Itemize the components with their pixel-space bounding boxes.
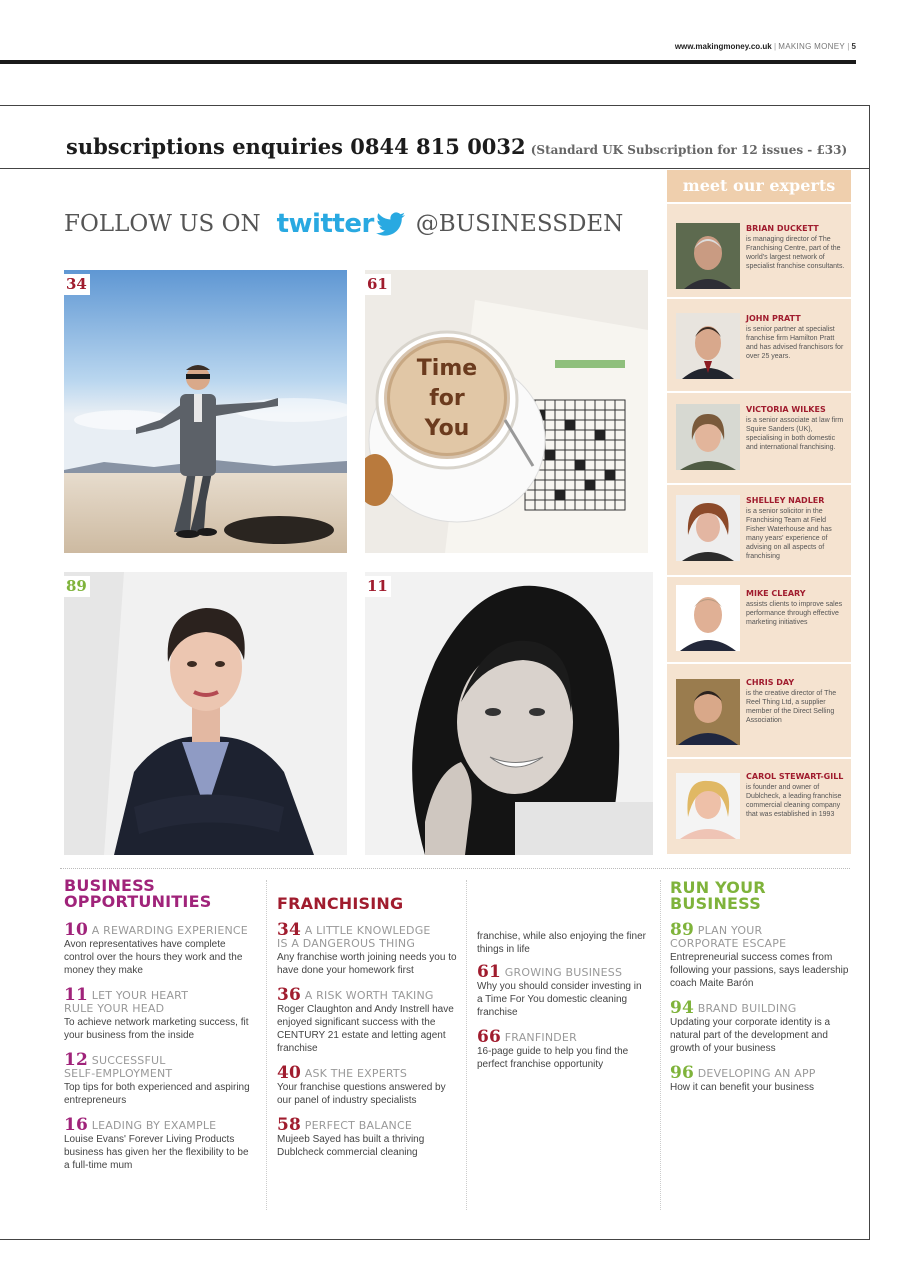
expert-text (746, 678, 847, 725)
twitter-handle[interactable]: @BUSINESSDEN (415, 211, 624, 237)
section-franchising (277, 896, 459, 1159)
header-meta: www.makingmoney.co.uk | MAKING MONEY | 5 (674, 42, 856, 51)
photo-page-number: 89 (64, 576, 90, 597)
section-title-line1: BUSINESS (64, 876, 155, 895)
coffee-text-time: Time (416, 356, 478, 381)
article-page: 58 (277, 1115, 302, 1135)
article-item[interactable] (277, 920, 459, 977)
expert-bio: is a senior solicitor in the Franchising Team at Field Fisher Waterhouse and has many years' experience of advising on all aspects of franchising (746, 508, 832, 560)
article-page: 89 (670, 920, 695, 940)
twitter-wordmark: twitter (276, 209, 374, 239)
article-title: A RISK WORTH TAKING (304, 989, 434, 1002)
article-desc: Louise Evans' Forever Living Products business has given her the flexibility to be a full-time mum (64, 1134, 249, 1171)
expert-card (667, 297, 851, 391)
coffee-text-you: You (424, 416, 470, 441)
expert-text (746, 589, 847, 627)
subscriptions-text: subscriptions enquiries 0844 815 0032 (66, 134, 526, 159)
article-desc: Top tips for both experienced and aspiring entrepreneurs (64, 1082, 250, 1106)
expert-text (746, 772, 847, 819)
article-page: 12 (64, 1050, 89, 1070)
expert-photo (676, 313, 740, 379)
article-title: A LITTLE KNOWLEDGE (304, 924, 431, 937)
experts-sidebar (667, 170, 851, 854)
article-item[interactable] (64, 1115, 254, 1172)
expert-bio: is managing director of The Franchising Centre, part of the world's largest network of specialist franchise consultants. (746, 236, 845, 270)
follow-prefix: FOLLOW US ON (64, 211, 261, 237)
article-item[interactable] (277, 1115, 459, 1159)
expert-photo (676, 679, 740, 745)
section-title-line2: BUSINESS (670, 894, 761, 913)
subscriptions-note: (Standard UK Subscription for 12 issues - £33) (530, 143, 848, 157)
article-desc: Updating your corporate identity is a natural part of the development and growth of your business (670, 1017, 831, 1054)
expert-photo (676, 223, 740, 289)
section-title: FRANCHISING (277, 894, 404, 913)
photo-businesswoman (64, 572, 347, 855)
article-title: FRANFINDER (504, 1031, 577, 1044)
expert-name: CAROL STEWART-GILL (746, 772, 844, 781)
article-title-line2: CORPORATE ESCAPE (670, 937, 787, 950)
article-page: 40 (277, 1063, 302, 1083)
twitter-logo[interactable] (277, 209, 406, 239)
article-page: 96 (670, 1063, 695, 1083)
expert-card (667, 575, 851, 662)
article-title-line2: IS A DANGEROUS THING (277, 937, 416, 950)
article-item[interactable] (670, 1063, 850, 1094)
article-item[interactable] (64, 920, 254, 977)
article-title-line2: RULE YOUR HEAD (64, 1002, 165, 1015)
article-page: 34 (277, 920, 302, 940)
article-item[interactable] (64, 1050, 254, 1107)
article-desc: Your franchise questions answered by our panel of industry specialists (277, 1082, 446, 1106)
article-title: A REWARDING EXPERIENCE (91, 924, 248, 937)
expert-card (667, 202, 851, 297)
article-title: SUCCESSFUL (91, 1054, 166, 1067)
article-title: LET YOUR HEART (91, 989, 189, 1002)
expert-bio: assists clients to improve sales performance through effective marketing initiatives (746, 601, 843, 626)
photo-smiling-woman (365, 572, 653, 855)
section-title (670, 880, 850, 912)
expert-name: VICTORIA WILKES (746, 405, 826, 414)
twitter-bird-icon (376, 212, 406, 236)
expert-name: SHELLEY NADLER (746, 496, 825, 505)
site-url[interactable]: www.makingmoney.co.uk (674, 42, 772, 51)
photo-coffee (365, 270, 648, 553)
coffee-text-for: for (429, 386, 465, 411)
photo-page-number: 61 (365, 274, 391, 295)
expert-photo (676, 773, 740, 839)
column-divider (466, 880, 467, 1210)
article-desc: 16-page guide to help you find the perfect franchise opportunity (477, 1046, 629, 1070)
expert-text (746, 496, 847, 561)
expert-text (746, 224, 847, 271)
page-number: 5 (851, 42, 856, 51)
expert-bio: is the creative director of The Reel Thing Ltd, a supplier member of the Direct Selling Association (746, 690, 837, 724)
article-title: PERFECT BALANCE (304, 1119, 413, 1132)
expert-text (746, 314, 847, 361)
expert-name: CHRIS DAY (746, 678, 795, 687)
section-title-line1: RUN YOUR (670, 878, 766, 897)
expert-photo (676, 404, 740, 470)
experts-title: meet our experts (667, 170, 851, 202)
article-page: 11 (64, 985, 89, 1005)
section-business-opportunities (64, 878, 254, 1172)
article-title: GROWING BUSINESS (504, 966, 623, 979)
article-title: PLAN YOUR (697, 924, 763, 937)
expert-name: MIKE CLEARY (746, 589, 806, 598)
expert-bio: is senior partner at specialist franchise firm Hamilton Pratt and has advised franchisors for over 25 years. (746, 326, 844, 360)
follow-banner (64, 204, 623, 244)
article-desc: Why you should consider investing in a Time For You domestic cleaning franchise (477, 981, 642, 1018)
article-page: 94 (670, 998, 695, 1018)
article-desc: Any franchise worth joining needs you to have done your homework first (277, 952, 457, 976)
section-title (64, 878, 254, 910)
subscriptions-banner (66, 134, 847, 159)
article-desc: Mujeeb Sayed has built a thriving Dublcheck commercial cleaning (277, 1134, 425, 1158)
article-item[interactable] (670, 920, 850, 990)
photo-page-number: 34 (64, 274, 90, 295)
businesswoman-illustration (64, 572, 347, 855)
expert-photo (676, 585, 740, 651)
expert-bio: is a senior associate at law firm Squire Sanders (UK), specialising in both domestic and international franchising. (746, 417, 844, 451)
article-title: DEVELOPING AN APP (697, 1067, 816, 1080)
article-title: BRAND BUILDING (697, 1002, 797, 1015)
article-item[interactable] (64, 985, 254, 1042)
article-desc-continued: franchise, while also enjoying the finer things in life (477, 931, 646, 955)
coffee-illustration (365, 270, 648, 553)
expert-card (667, 483, 851, 575)
article-desc: Roger Claughton and Andy Instrell have enjoyed significant success with the CENTURY 21 estate and letting agent franchise (277, 1004, 454, 1054)
article-title-line2: SELF-EMPLOYMENT (64, 1067, 173, 1080)
section-franchising-continued (477, 930, 649, 1071)
article-item[interactable] (670, 998, 850, 1055)
article-desc: How it can benefit your business (670, 1082, 814, 1093)
article-item[interactable] (277, 1063, 459, 1107)
expert-name: JOHN PRATT (746, 314, 801, 323)
running-header (0, 40, 856, 60)
article-page: 36 (277, 985, 302, 1005)
article-page: 16 (64, 1115, 89, 1135)
magazine-name: MAKING MONEY (778, 42, 845, 51)
article-page: 61 (477, 962, 502, 982)
header-rule (0, 60, 856, 64)
article-desc: Entrepreneurial success comes from following your passions, says leadership coach Maite Barón (670, 952, 849, 989)
article-desc: Avon representatives have complete control over the hours they work and the money they make (64, 939, 243, 976)
article-page: 66 (477, 1027, 502, 1047)
photo-page-number: 11 (365, 576, 391, 597)
expert-bio: is founder and owner of Dublcheck, a leading franchise commercial cleaning company that was established in 1993 (746, 784, 842, 818)
subscriptions-rule (0, 168, 870, 169)
article-page: 10 (64, 920, 89, 940)
article-item[interactable] (477, 1027, 649, 1071)
article-title: LEADING BY EXAMPLE (91, 1119, 217, 1132)
expert-photo (676, 495, 740, 561)
article-title: ASK THE EXPERTS (304, 1067, 408, 1080)
section-title-line2: OPPORTUNITIES (64, 892, 212, 911)
smiling-woman-illustration (365, 572, 653, 855)
article-item[interactable] (277, 985, 459, 1055)
article-item[interactable] (477, 962, 649, 1019)
column-divider (660, 880, 661, 1210)
column-divider (266, 880, 267, 1210)
businessman-illustration (64, 270, 347, 553)
section-run-your-business (670, 880, 850, 1094)
expert-name: BRIAN DUCKETT (746, 224, 819, 233)
section-divider (60, 868, 850, 869)
expert-text (746, 405, 847, 452)
photo-businessman (64, 270, 347, 553)
article-desc: To achieve network marketing success, fit your business from the inside (64, 1017, 249, 1041)
expert-card (667, 391, 851, 483)
expert-card (667, 757, 851, 854)
expert-card (667, 662, 851, 757)
